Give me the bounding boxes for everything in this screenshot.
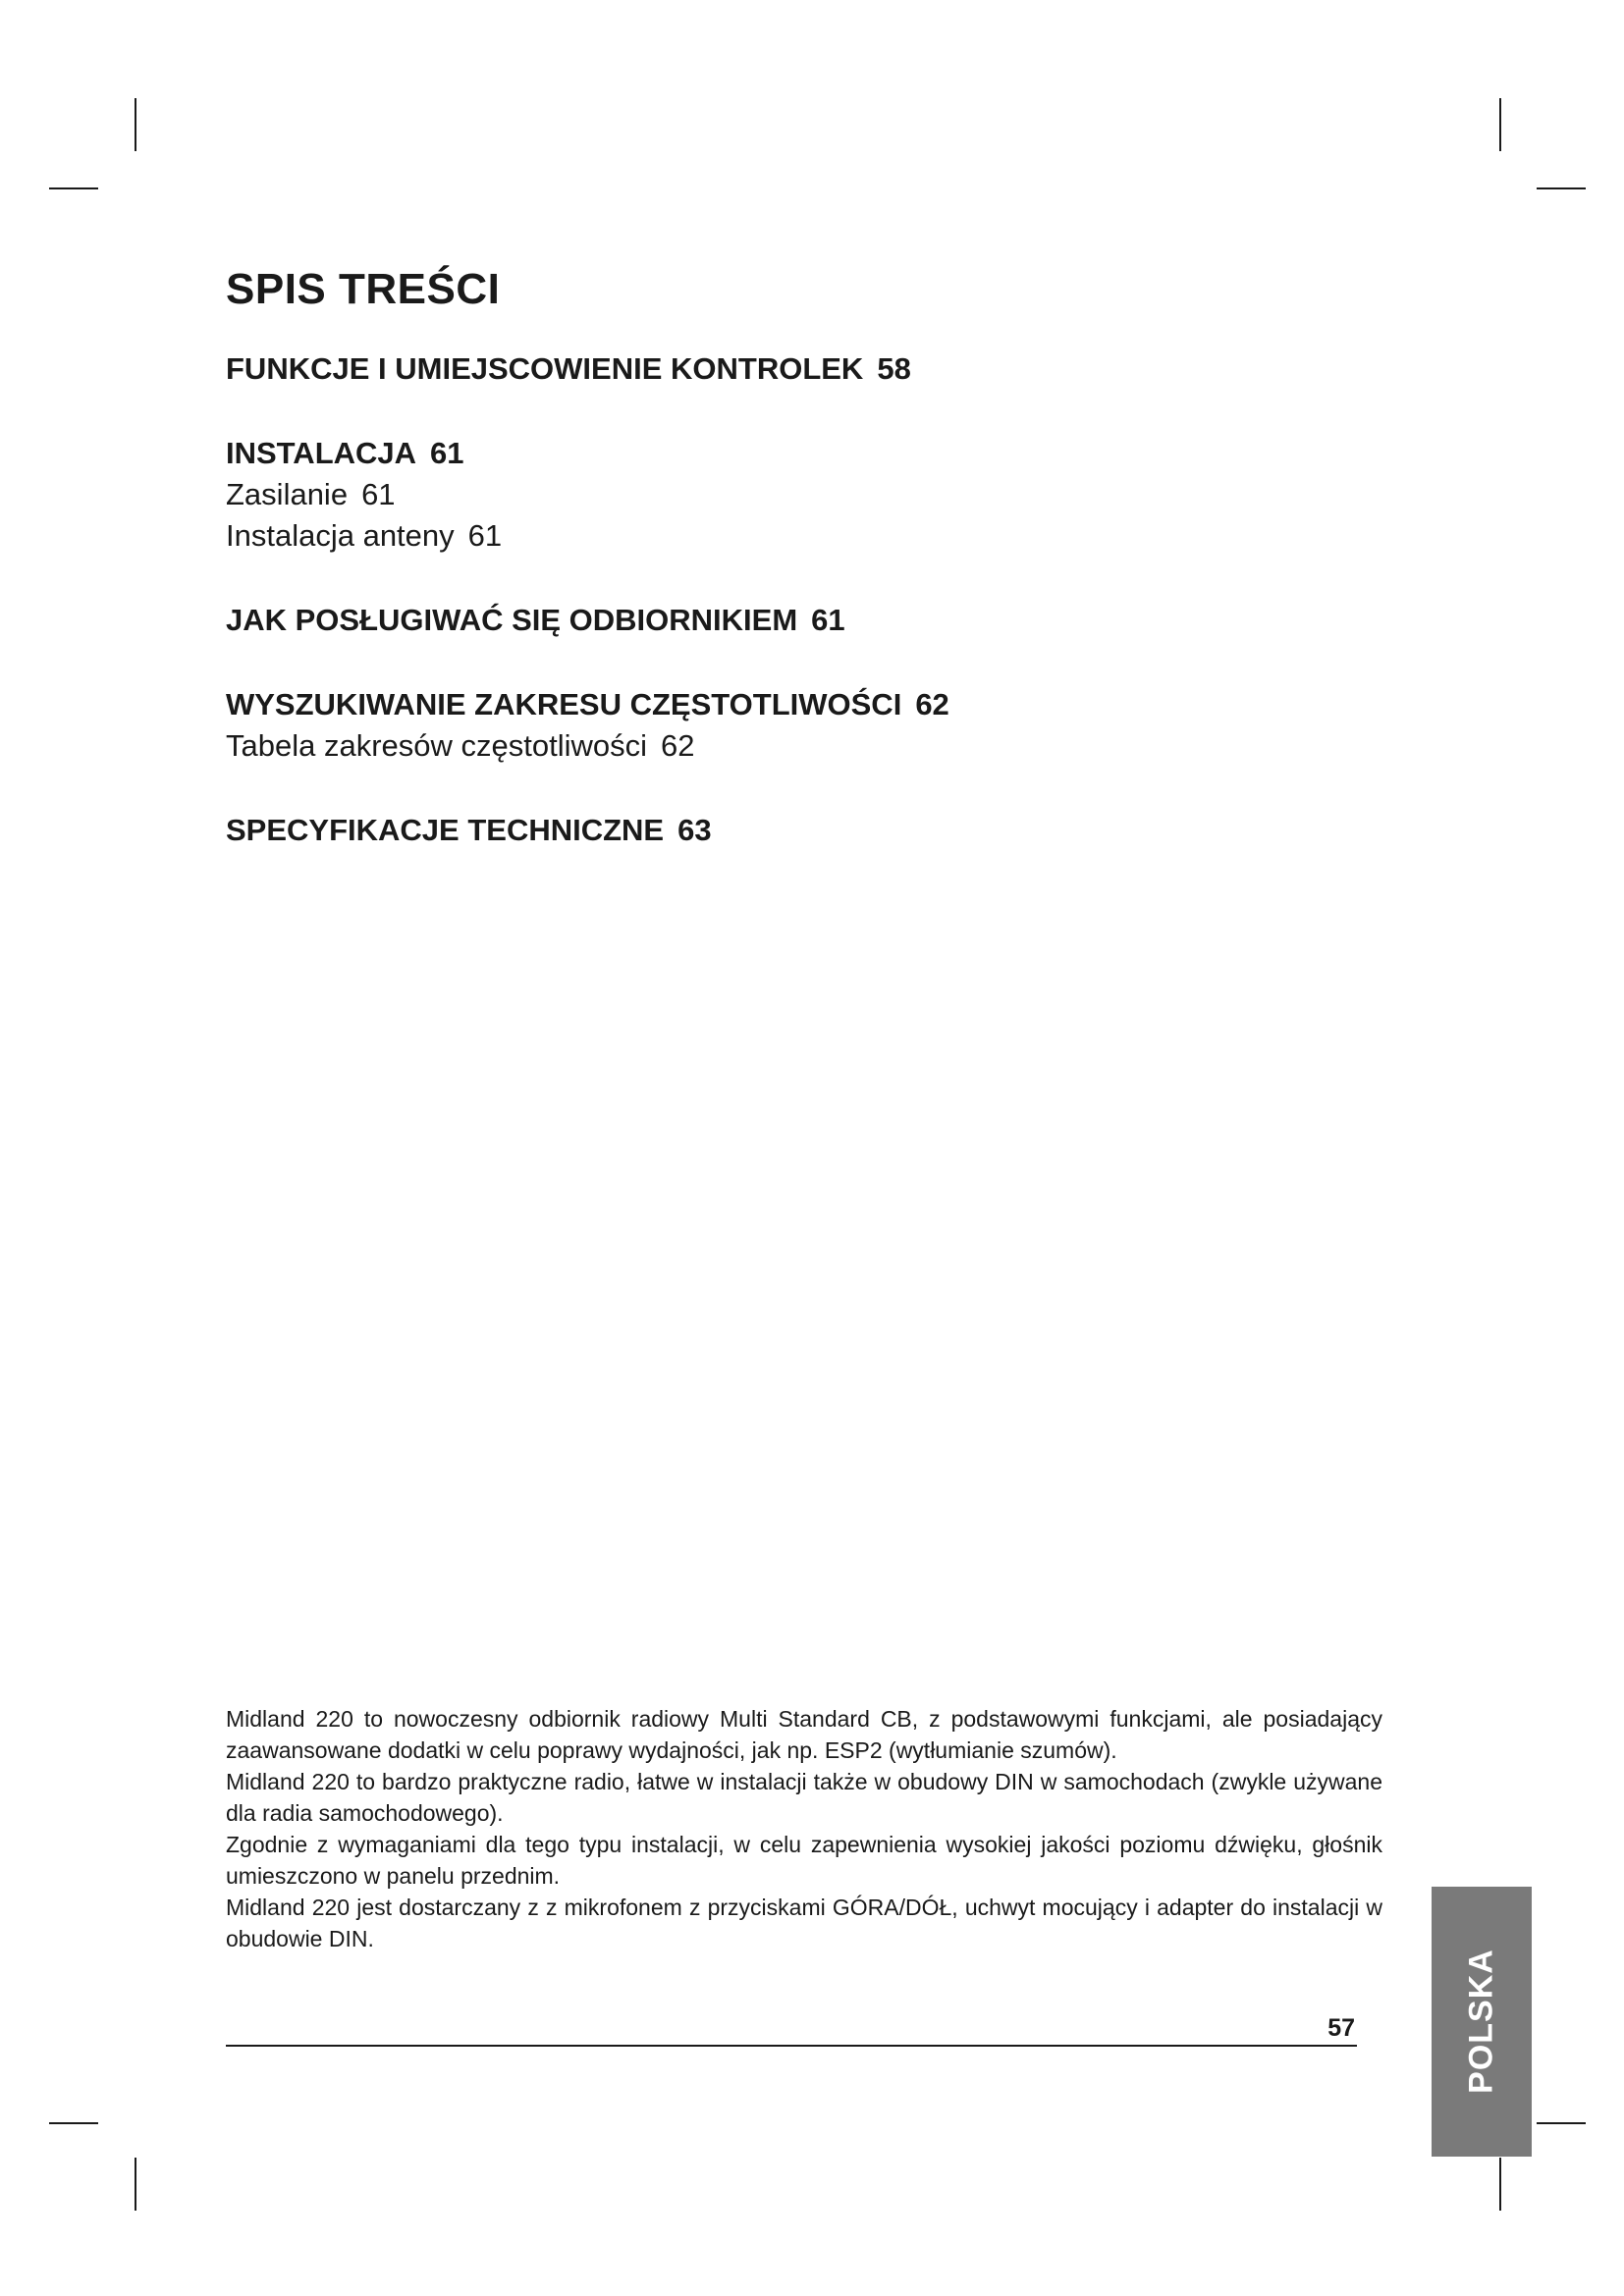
toc-section-functions (226, 348, 1355, 390)
toc-heading[interactable] (226, 600, 1355, 641)
intro-paragraph: Midland 220 to bardzo praktyczne radio, łatwe w instalacji także w obudowy DIN w samochodach (zwykle używane dla radia samochodowego). (226, 1769, 1382, 1826)
toc-heading-label: WYSZUKIWANIE ZAKRESU CZĘSTOTLIWOŚCI (226, 687, 902, 721)
toc-heading-page: 62 (915, 687, 949, 721)
language-tab (1432, 1887, 1532, 2157)
crop-mark-top-right-vertical (1499, 98, 1501, 151)
intro-text (226, 1703, 1382, 1954)
toc-item-label: Instalacja anteny (226, 518, 455, 553)
crop-mark-top-right-horizontal (1537, 187, 1586, 189)
toc-section-usage (226, 600, 1355, 641)
intro-paragraph: Zgodnie z wymaganiami dla tego typu instalacji, w celu zapewnienia wysokiej jakości poziomu dźwięku, głośnik umieszczono w panelu przednim. (226, 1832, 1382, 1889)
table-of-contents (226, 348, 1355, 894)
toc-heading[interactable] (226, 433, 1355, 474)
toc-section-specifications (226, 810, 1355, 851)
toc-item[interactable] (226, 515, 1355, 557)
toc-heading-page: 63 (677, 813, 712, 847)
crop-mark-top-left-vertical (135, 98, 136, 151)
toc-item[interactable] (226, 474, 1355, 515)
intro-paragraph: Midland 220 jest dostarczany z z mikrofonem z przyciskami GÓRA/DÓŁ, uchwyt mocujący i adapter do instalacji w obudowie DIN. (226, 1895, 1382, 1951)
crop-mark-top-left-horizontal (49, 187, 98, 189)
toc-heading-label: INSTALACJA (226, 436, 417, 470)
crop-mark-bottom-left-horizontal (49, 2122, 98, 2124)
toc-heading[interactable] (226, 684, 1355, 725)
toc-heading[interactable] (226, 810, 1355, 851)
language-tab-label: POLSKA (1462, 1949, 1500, 2094)
crop-mark-bottom-right-horizontal (1537, 2122, 1586, 2124)
toc-heading-page: 61 (811, 603, 845, 637)
intro-paragraph: Midland 220 to nowoczesny odbiornik radiowy Multi Standard CB, z podstawowymi funkcjami, ale posiadający zaawansowane dodatki w celu poprawy wydajności, jak np. ESP2 (wytłumianie szumów). (226, 1706, 1382, 1763)
toc-heading-label: FUNKCJE I UMIEJSCOWIENIE KONTROLEK (226, 351, 864, 386)
toc-heading-page: 61 (430, 436, 464, 470)
toc-heading-label: SPECYFIKACJE TECHNICZNE (226, 813, 665, 847)
page-number: 57 (1327, 2014, 1355, 2042)
toc-heading-label: JAK POSŁUGIWAĆ SIĘ ODBIORNIKIEM (226, 603, 798, 637)
crop-mark-bottom-right-vertical (1499, 2158, 1501, 2211)
toc-heading-page: 58 (877, 351, 911, 386)
toc-section-installation (226, 433, 1355, 557)
toc-item-page: 62 (661, 728, 695, 763)
toc-item-page: 61 (361, 477, 396, 511)
toc-heading[interactable] (226, 348, 1355, 390)
crop-mark-bottom-left-vertical (135, 2158, 136, 2211)
toc-item-label: Tabela zakresów częstotliwości (226, 728, 648, 763)
toc-item[interactable] (226, 725, 1355, 767)
toc-item-page: 61 (467, 518, 503, 553)
toc-section-frequency (226, 684, 1355, 767)
page-title: SPIS TREŚCI (226, 265, 501, 313)
toc-item-label: Zasilanie (226, 477, 349, 511)
footer-divider (226, 2045, 1357, 2047)
